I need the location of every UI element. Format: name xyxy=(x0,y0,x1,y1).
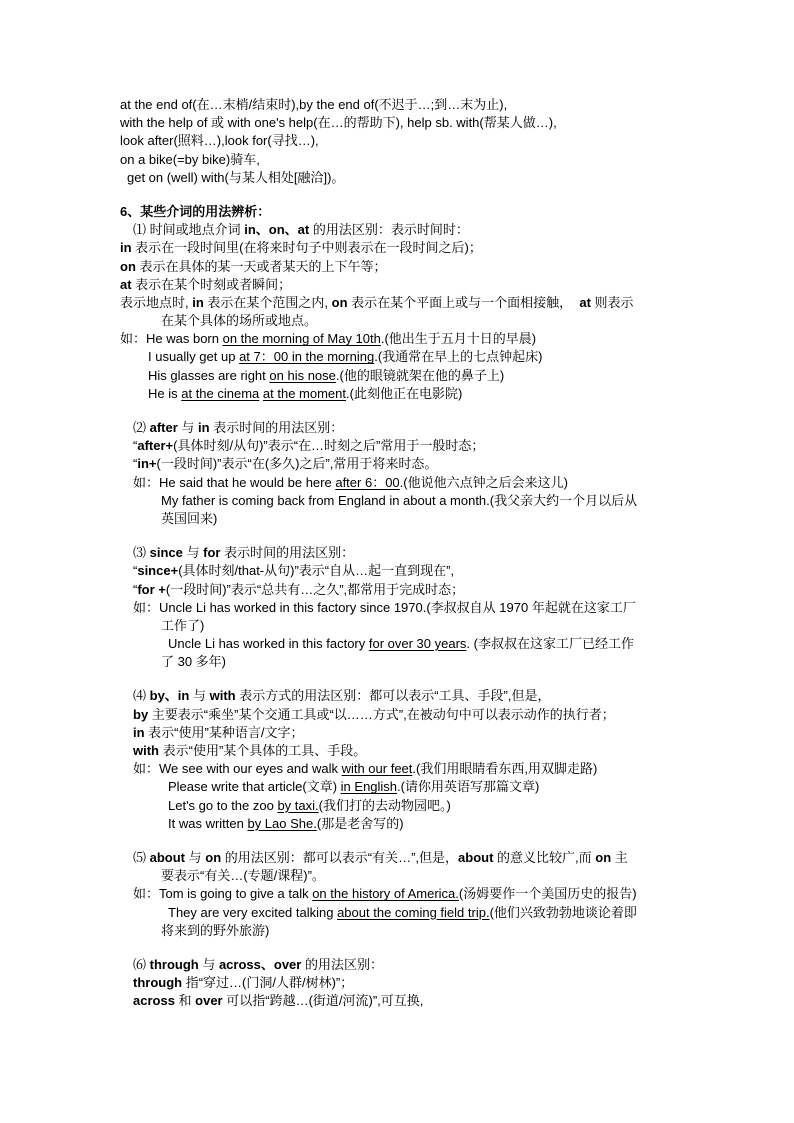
text-line xyxy=(120,294,637,312)
section-6-part-3 xyxy=(120,544,637,671)
text-run: 表示在某个平面上或与一个面相接触， xyxy=(347,294,580,310)
text-run: It was written xyxy=(168,815,248,831)
text-run: “ xyxy=(133,438,138,454)
text-run: 表示在具体的某一天或者某天的上下午等； xyxy=(135,258,387,274)
bold-term: through xyxy=(133,975,183,991)
text-run: 表示在某个范围之内, xyxy=(203,294,332,310)
text-run: 的意义比较广,而 xyxy=(493,849,596,865)
text-run: .(我通常在早上的七点钟起床) xyxy=(374,349,543,365)
text-line xyxy=(120,151,637,169)
example-line xyxy=(120,385,637,403)
text-run: (一段时间)”表示“总共有…之久”,都常用于完成时态； xyxy=(165,581,465,597)
bold-term: by、in xyxy=(149,688,190,704)
bold-term: across xyxy=(133,993,175,1009)
text-run: (具体时刻/从句)”表示“在…时刻之后”常用于一般时态； xyxy=(173,438,485,454)
text-run: .(我们用眼睛看东西,用双脚走路) xyxy=(412,761,598,777)
text-run: (汤姆要作一个美国历史的报告) xyxy=(458,886,637,902)
text-run: 表示地点时, xyxy=(120,294,193,310)
underlined-example: on his nose xyxy=(269,367,336,383)
text-run: Let's go to the zoo xyxy=(168,797,278,813)
text-run: 表示时间的用法区别： xyxy=(220,545,355,561)
text-run: 如：We see with our eyes and walk xyxy=(133,761,342,777)
text-run: (具体时刻/that-从句)”表示“自从…起一直到现在”, xyxy=(178,563,455,579)
phrase-list xyxy=(120,96,637,187)
text-run: 与 xyxy=(182,545,204,561)
bold-term: in xyxy=(192,294,204,310)
text-line xyxy=(120,724,637,742)
bold-term: in xyxy=(133,724,145,740)
underlined-example: about the coming field trip. xyxy=(337,904,490,920)
example-line xyxy=(120,922,637,940)
text-run: 的用法区别：都可以表示“有关…”,但是， xyxy=(221,849,459,865)
bold-term: for + xyxy=(137,581,166,597)
bold-term: on xyxy=(331,294,348,310)
text-run: 如：Tom is going to give a talk xyxy=(133,886,313,902)
text-run: 表示“使用”某个具体的工具、手段。 xyxy=(159,743,367,758)
section-heading: 6、某些介词的用法辨析： xyxy=(120,203,271,219)
bold-term: since+ xyxy=(137,563,179,579)
text-run: 在某个具体的场所或地点。 xyxy=(161,313,318,329)
text-run: with the help of 或 with one's help(在…的帮助下), help sb. with(帮某人做…), xyxy=(120,115,557,131)
text-line xyxy=(120,239,637,257)
text-run: 英国回来) xyxy=(161,510,218,526)
text-line xyxy=(120,992,637,1010)
text-run: 如：Uncle Li has worked in this factory since 1970.(李叔叔自从 1970 年起就在这家工厂 xyxy=(133,599,636,615)
example-line xyxy=(120,599,637,617)
section-6-part-1 xyxy=(120,203,637,403)
text-run: 工作了) xyxy=(161,617,205,633)
subsection-title xyxy=(120,419,637,437)
text-run: 表示在一段时间里(在将来时句子中则表示在一段时间之后)； xyxy=(131,240,482,256)
text-run: 表示时间的用法区别： xyxy=(209,420,344,435)
example-line xyxy=(120,330,637,348)
underlined-example: by Lao She. xyxy=(247,815,317,831)
text-run: 如：He was born xyxy=(120,331,223,347)
text-line xyxy=(120,974,637,992)
text-run: 指“穿过…(门洞/人群/树林)”； xyxy=(182,975,354,991)
text-line xyxy=(120,114,637,132)
text-run: “ xyxy=(133,456,138,472)
text-run: ⑴ 时间或地点介词 xyxy=(133,222,245,238)
example-line xyxy=(120,760,637,778)
example-line xyxy=(120,492,637,510)
text-run: (他们兴致勃勃地谈论着即 xyxy=(489,904,637,920)
text-run: “ xyxy=(133,581,138,597)
bold-term: at xyxy=(120,276,132,292)
text-run: ⑸ xyxy=(133,849,150,865)
text-run: .(他出生于五月十日的早晨) xyxy=(380,331,537,347)
underlined-example: at the moment xyxy=(262,385,347,401)
text-run: get on (well) with(与某人相处[融洽])。 xyxy=(127,169,345,185)
underlined-example: at 7：00 in the morning xyxy=(239,349,375,365)
bold-term: on xyxy=(595,849,612,865)
text-run: 了 30 多年) xyxy=(161,654,227,670)
bold-term: across、over xyxy=(218,956,302,972)
example-line xyxy=(120,348,637,366)
text-run: 表示在某个时刻或者瞬间； xyxy=(131,276,292,292)
text-run: 主要表示“乘坐”某个交通工具或“以……方式”,在被动句中可以表示动作的执行者； xyxy=(148,706,615,722)
text-run: Uncle Li has worked in this factory xyxy=(168,636,369,652)
example-line xyxy=(120,474,637,492)
text-run: (一段时间)”表示“在(多久)之后”,常用于将来时态。 xyxy=(156,456,438,472)
bold-term: after+ xyxy=(137,438,174,454)
bold-term: with xyxy=(133,743,159,758)
subsection-title xyxy=(120,544,637,562)
example-line xyxy=(120,885,637,903)
text-run: . (李叔叔在这家工厂已经工作 xyxy=(466,636,634,652)
text-run: His glasses are right xyxy=(148,367,270,383)
text-run: 与 xyxy=(177,420,199,435)
text-run: They are very excited talking xyxy=(168,904,338,920)
section-6-part-6 xyxy=(120,956,637,1011)
text-run: ⑶ xyxy=(133,545,150,561)
subsection-title xyxy=(120,221,637,239)
bold-term: by xyxy=(133,706,149,722)
text-run: 和 xyxy=(174,993,196,1009)
text-run: 表示“使用”某种语言/文字； xyxy=(144,724,304,740)
text-run: ⑹ xyxy=(133,956,150,972)
subsection-title xyxy=(120,849,637,867)
underlined-example: for over 30 years xyxy=(368,636,467,652)
example-line xyxy=(120,510,637,528)
text-run: ⑵ xyxy=(133,420,150,435)
bold-term: about xyxy=(458,849,494,865)
example-line xyxy=(120,617,637,635)
example-line xyxy=(120,815,637,833)
example-line xyxy=(120,653,637,671)
underlined-example: after 6：00 xyxy=(335,474,400,490)
text-run: (那是老舍写的) xyxy=(316,815,404,831)
subsection-title xyxy=(120,687,637,705)
underlined-example: by taxi. xyxy=(277,797,319,813)
section-6-part-5 xyxy=(120,849,637,940)
text-line xyxy=(120,455,637,473)
underlined-example: on the history of America. xyxy=(312,886,459,902)
text-line xyxy=(120,276,637,294)
section-6-part-4 xyxy=(120,687,637,833)
text-run: .(他的眼镜就架在他的鼻子上) xyxy=(335,367,505,383)
example-line xyxy=(120,778,637,796)
bold-term: with xyxy=(209,688,236,704)
example-line xyxy=(120,904,637,922)
text-run: at the end of(在…末梢/结束时),by the end of(不迟于…;到…末为止), xyxy=(120,97,508,112)
underlined-example: on the morning of May 10th xyxy=(222,331,381,347)
bold-term: over xyxy=(195,993,223,1009)
text-line xyxy=(120,437,637,455)
text-line xyxy=(120,169,637,187)
text-run: 则表示 xyxy=(590,294,634,310)
section-6-part-2 xyxy=(120,419,637,528)
text-run: 的用法区别： xyxy=(301,956,383,972)
text-run: .(请你用英语写那篇文章) xyxy=(397,779,540,795)
text-run: I usually get up xyxy=(148,349,240,365)
text-run: on a bike(=by bike)骑车, xyxy=(120,151,260,167)
bold-term: in xyxy=(198,420,210,435)
text-run: “ xyxy=(133,563,138,579)
example-line xyxy=(120,797,637,815)
text-run: 与 xyxy=(198,956,219,972)
text-run: 表示方式的用法区别：都可以表示“工具、手段”,但是， xyxy=(235,688,551,704)
text-run: ⑷ xyxy=(133,688,150,704)
text-line xyxy=(120,562,637,580)
text-line xyxy=(120,742,637,760)
bold-term: in、on、at xyxy=(244,222,310,238)
text-run: 与 xyxy=(185,849,206,865)
text-line xyxy=(120,312,637,330)
text-run: (我们打的去动物园吧。) xyxy=(318,797,451,813)
text-run: .(他说他六点钟之后会来这儿) xyxy=(399,474,568,490)
text-run: .(此刻他正在电影院) xyxy=(346,385,463,401)
text-run: 与 xyxy=(189,688,210,704)
bold-term: after xyxy=(149,420,178,435)
underlined-example: in English xyxy=(340,779,398,795)
text-line xyxy=(120,867,637,885)
example-line xyxy=(120,635,637,653)
bold-term: since xyxy=(149,545,183,561)
text-run: 要表示“有关…(专题/课程)”。 xyxy=(161,868,325,884)
text-run: look after(照料…),look for(寻找…), xyxy=(120,133,319,149)
text-run: Please write that article(文章) xyxy=(168,779,341,795)
bold-term: in xyxy=(120,240,132,256)
bold-term: about xyxy=(149,849,186,865)
bold-term: through xyxy=(149,956,199,972)
bold-term: on xyxy=(120,258,136,274)
text-run: He is xyxy=(148,385,182,401)
text-line xyxy=(120,581,637,599)
bold-term: for xyxy=(203,545,221,561)
underlined-example: with our feet xyxy=(341,761,413,777)
text-line xyxy=(120,706,637,724)
text-run: 可以指“跨越…(街道/河流)”,可互换, xyxy=(222,993,424,1009)
underlined-example: at the cinema xyxy=(181,385,260,401)
bold-term: at xyxy=(579,294,591,310)
text-run: 如：He said that he would be here xyxy=(133,474,336,490)
subsection-title xyxy=(120,956,637,974)
text-line xyxy=(120,96,637,114)
text-run: 将来到的野外旅游) xyxy=(161,922,270,938)
page-content xyxy=(120,96,637,1010)
text-line xyxy=(120,258,637,276)
text-run: 的用法区别：表示时间时： xyxy=(309,222,469,238)
bold-term: in+ xyxy=(137,456,157,472)
bold-term: on xyxy=(205,849,222,865)
text-run: My father is coming back from England in about a month.(我父亲大约一个月以后从 xyxy=(161,492,638,508)
example-line xyxy=(120,367,637,385)
text-run: 主 xyxy=(611,849,628,865)
text-line xyxy=(120,132,637,150)
